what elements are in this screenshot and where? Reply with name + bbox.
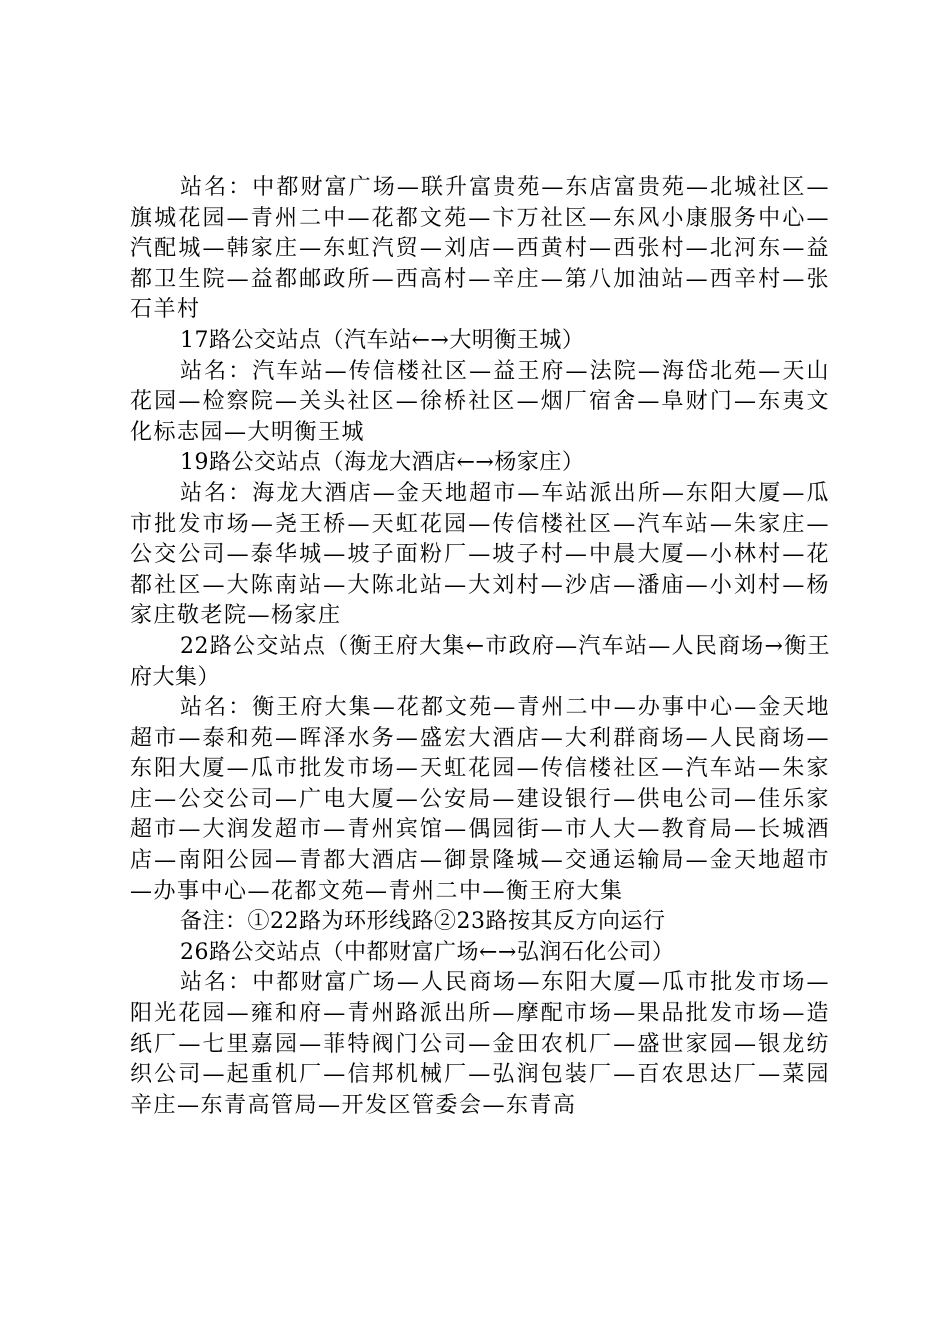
route-22-title: 22路公交站点（衡王府大集←市政府—汽车站—人民商场→衡王府大集） bbox=[130, 633, 830, 690]
stations-route-19: 站名：海龙大酒店—金天地超市—车站派出所—东阳大厦—瓜市批发市场—尧王桥—天虹花园—传信楼社区—汽车站—朱家庄—公交公司—泰华城—坡子面粉厂—坡子村—中晨大厦—小林村—花都社区—大陈南站—大陈北站—大刘村—沙店—潘庙—小刘村—杨家庄敬老院—杨家庄 bbox=[130, 480, 830, 629]
route-19-title: 19路公交站点（海龙大酒店←→杨家庄） bbox=[180, 450, 585, 476]
route-17-title: 17路公交站点（汽车站←→大明衡王城） bbox=[180, 327, 585, 353]
stations-route-16: 站名：中都财富广场—联升富贵苑—东店富贵苑—北城社区—旗城花园—青州二中—花都文苑—卞万社区—东风小康服务中心—汽配城—韩家庄—东虹汽贸—刘店—西黄村—西张村—北河东—益都卫生院—益都邮政所—西高村—辛庄—第八加油站—西辛村—张石羊村 bbox=[130, 175, 830, 323]
stations-route-22: 站名：衡王府大集—花都文苑—青州二中—办事中心—金天地超市—泰和苑—晖泽水务—盛宏大酒店—大利群商场—人民商场—东阳大厦—瓜市批发市场—天虹花园—传信楼社区—汽车站—朱家庄—公交公司—广电大厦—公安局—建设银行—供电公司—佳乐家超市—大润发超市—青州宾馆—偶园街—市人大—教育局—长城酒店—南阳公园—青都大酒店—御景隆城—交通运输局—金天地超市—办事中心—花都文苑—青州二中—衡王府大集 bbox=[130, 695, 830, 904]
route-22-note: 备注：①22路为环形线路②23路按其反方向运行 bbox=[180, 909, 666, 935]
document-page bbox=[130, 173, 830, 1121]
route-26-title: 26路公交站点（中都财富广场←→弘润石化公司） bbox=[180, 939, 675, 965]
stations-route-26: 站名：中都财富广场—人民商场—东阳大厦—瓜市批发市场—阳光花园—雍和府—青州路派出所—摩配市场—果品批发市场—造纸厂—七里嘉园—菲特阀门公司—金田农机厂—盛世家园—银龙纺织公司—起重机厂—信邦机械厂—弘润包装厂—百农思达厂—菜园辛庄—东青高管局—开发区管委会—东青高 bbox=[130, 970, 830, 1118]
stations-route-17: 站名：汽车站—传信楼社区—益王府—法院—海岱北苑—天山花园—检察院—关头社区—徐桥社区—烟厂宿舍—阜财门—东夷文化标志园—大明衡王城 bbox=[130, 358, 830, 445]
